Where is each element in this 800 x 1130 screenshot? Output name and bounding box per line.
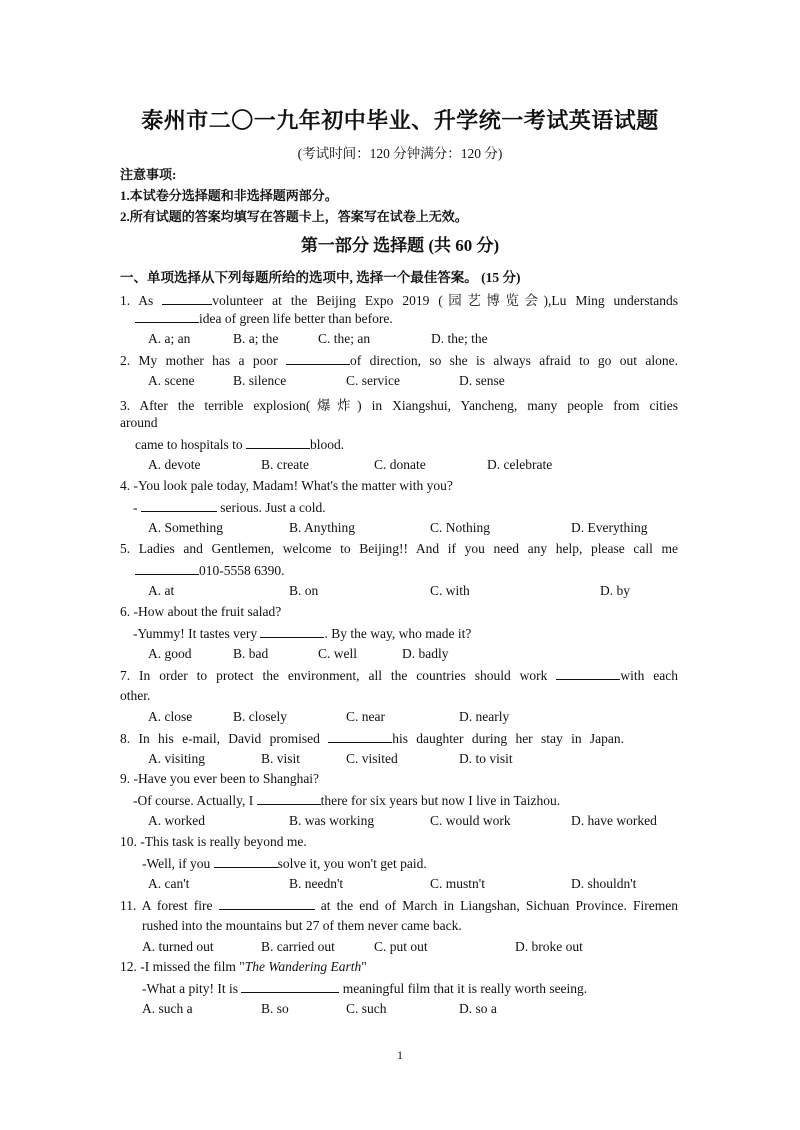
option-a: A. turned out: [142, 939, 214, 954]
answer-blank: [260, 625, 324, 638]
option-b: B. Anything: [289, 520, 356, 535]
option-b: B. needn't: [289, 876, 344, 891]
answer-blank: [135, 562, 199, 575]
question-7-line-2: other.: [120, 688, 151, 703]
option-d: D. broke out: [515, 939, 583, 954]
option-d: D. to visit: [459, 751, 513, 766]
option-a: A. visiting: [148, 751, 206, 766]
option-b: B. a; the: [233, 331, 279, 346]
question-5-line-1: 5. Ladies and Gentlemen, welcome to Beijing!! And if you need any help, please call me: [120, 541, 678, 556]
answer-blank: [328, 730, 392, 743]
option-a: A. can't: [148, 876, 190, 891]
notes-item: 1.本试卷分选择题和非选择题两部分。: [120, 188, 338, 203]
option-a: A. close: [148, 709, 193, 724]
page-number: 1: [397, 1048, 403, 1062]
option-d: D. by: [600, 583, 630, 598]
option-c: C. put out: [374, 939, 428, 954]
option-b: B. on: [289, 583, 319, 598]
option-d: D. have worked: [571, 813, 657, 828]
option-b: B. closely: [233, 709, 287, 724]
question-10-line-1: 10. -This task is really beyond me.: [120, 834, 307, 849]
option-a: A. worked: [148, 813, 205, 828]
notes-item: 2.所有试题的答案均填写在答题卡上，答案写在试卷上无效。: [120, 209, 468, 224]
option-c: C. with: [430, 583, 470, 598]
option-a: A. such a: [142, 1001, 193, 1016]
option-c: C. near: [346, 709, 385, 724]
option-b: B. so: [261, 1001, 289, 1016]
question-11-line-2: rushed into the mountains but 27 of them never came back.: [142, 918, 462, 933]
option-a: A. a; an: [148, 331, 191, 346]
option-d: D. Everything: [571, 520, 648, 535]
option-c: C. donate: [374, 457, 426, 472]
answer-blank: [241, 980, 339, 993]
question-5-line-2: 010-5558 6390.: [135, 562, 693, 579]
question-9-line-2: -Of course. Actually, I there for six years but now I live in Taizhou.: [133, 793, 561, 808]
option-a: A. at: [148, 583, 175, 598]
option-c: C. Nothing: [430, 520, 491, 535]
question-4-line-2: - serious. Just a cold.: [133, 500, 326, 515]
option-a: A. good: [148, 646, 192, 661]
question-10-line-2: -Well, if you solve it, you won't get paid.: [142, 856, 427, 871]
option-c: C. service: [346, 373, 400, 388]
option-d: D. sense: [459, 373, 505, 388]
option-d: D. shouldn't: [571, 876, 637, 891]
option-b: B. create: [261, 457, 309, 472]
option-a: A. scene: [148, 373, 195, 388]
option-c: C. the; an: [318, 331, 371, 346]
question-7-line-1: 7. In order to protect the environment, all the countries should work with each: [120, 668, 679, 683]
answer-blank: [162, 292, 212, 305]
option-b: B. bad: [233, 646, 269, 661]
question-1-line-1: 1. As volunteer at the Beijing Expo 2019 (园艺博览会),Lu Ming understands: [120, 293, 678, 308]
option-d: D. celebrate: [487, 457, 553, 472]
option-b: B. carried out: [261, 939, 335, 954]
answer-blank: [135, 310, 199, 323]
option-b: B. was working: [289, 813, 375, 828]
question-1-line-2: idea of green life better than before.: [135, 310, 693, 327]
answer-blank: [214, 855, 278, 868]
option-d: D. badly: [402, 646, 449, 661]
option-c: C. mustn't: [430, 876, 485, 891]
option-b: B. silence: [233, 373, 287, 388]
notes-block: [120, 164, 468, 227]
part-title: 第一部分 选择题 (共 60 分): [300, 236, 500, 255]
option-b: B. visit: [261, 751, 301, 766]
answer-blank: [246, 436, 310, 449]
option-c: C. such: [346, 1001, 387, 1016]
question-12-line-1: 12. -I missed the film "The Wandering Earth": [120, 959, 367, 974]
question-3-line-2: around: [120, 415, 158, 430]
option-a: A. devote: [148, 457, 201, 472]
question-9-line-1: 9. -Have you ever been to Shanghai?: [120, 771, 320, 786]
question-2-line-1: 2. My mother has a poor of direction, so she is always afraid to go out alone.: [120, 353, 678, 368]
answer-blank: [219, 897, 315, 910]
question-12-line-2: -What a pity! It is meaningful film that it is really worth seeing.: [142, 981, 588, 996]
answer-blank: [141, 499, 217, 512]
option-d: D. the; the: [431, 331, 488, 346]
option-c: C. well: [318, 646, 357, 661]
option-c: C. visited: [346, 751, 398, 766]
option-d: D. so a: [459, 1001, 497, 1016]
answer-blank: [257, 792, 321, 805]
question-8-line-1: 8. In his e-mail, David promised his daughter during her stay in Japan.: [120, 731, 625, 746]
question-3-line-3: came to hospitals to blood.: [135, 437, 345, 452]
question-6-line-2: -Yummy! It tastes very . By the way, who made it?: [133, 626, 472, 641]
notes-heading: 注意事项:: [120, 167, 177, 182]
answer-blank: [286, 352, 350, 365]
answer-blank: [556, 667, 620, 680]
question-3-line-1: 3. After the terrible explosion(爆炸) in Xiangshui, Yancheng, many people from cities: [120, 398, 678, 413]
exam-title: 泰州市二〇一九年初中毕业、升学统一考试英语试题: [141, 108, 659, 134]
section-title: 一、单项选择从下列每题所给的选项中, 选择一个最佳答案。 (15 分): [120, 270, 521, 285]
option-c: C. would work: [430, 813, 511, 828]
option-a: A. Something: [148, 520, 224, 535]
question-4-line-1: 4. -You look pale today, Madam! What's the matter with you?: [120, 478, 453, 493]
question-6-line-1: 6. -How about the fruit salad?: [120, 604, 282, 619]
question-11-line-1: 11. A forest fire at the end of March in Liangshan, Sichuan Province. Firemen: [120, 898, 679, 913]
option-d: D. nearly: [459, 709, 510, 724]
exam-subtitle: (考试时间：120 分钟满分：120 分): [297, 146, 503, 161]
